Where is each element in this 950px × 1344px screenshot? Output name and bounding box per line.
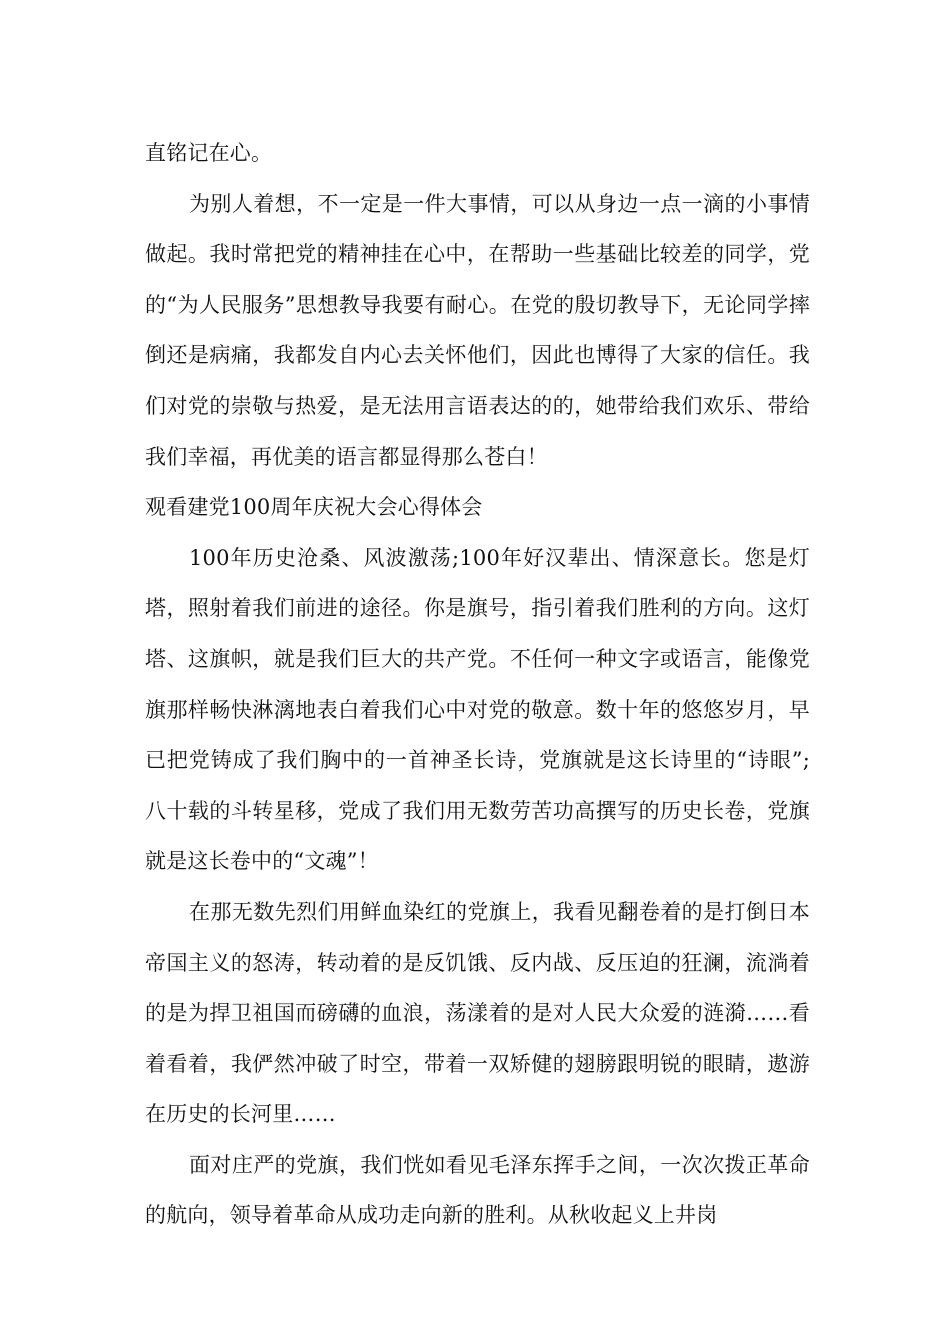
paragraph-considerate: 为别人着想，不一定是一件大事情，可以从身边一点一滴的小事情做起。我时常把党的精神挂在心中，在帮助一些基础比较差的同学，党的“为人民服务”思想教导我要有耐心。在党的殷切教导下，无论同学摔倒还是病痛，我都发自内心去关怀他们，因此也博得了大家的信任。我们对党的崇敬与热爱，是无法用言语表达的的，她带给我们欢乐、带给我们幸福，再优美的语言都显得那么苍白！ — [145, 191, 810, 469]
paragraph-continuation: 直铭记在心。 — [145, 141, 273, 165]
paragraph-party-flag: 在那无数先烈们用鲜血染红的党旗上，我看见翻卷着的是打倒日本帝国主义的怒涛，转动着的是反饥饿、反内战、反压迫的狂澜，流淌着的是为捍卫祖国而磅礴的血浪，荡漾着的是对人民大众爱的涟漪……看着看着，我俨然冲破了时空，带着一双矫健的翅膀跟明锐的眼睛，遨游在历史的长河里…… — [145, 899, 810, 1127]
section-heading: 观看建党100周年庆祝大会心得体会 — [145, 495, 483, 520]
paragraph-100-years: 100年历史沧桑、风波激荡;100年好汉辈出、情深意长。您是灯塔，照射着我们前进的途径。你是旗号，指引着我们胜利的方向。这灯塔、这旗帜，就是我们巨大的共产党。不任何一种文字或语言，能像党旗那样畅快淋漓地表白着我们心中对党的敬意。数十年的悠悠岁月，早已把党铸成了我们胸中的一首神圣长诗，党旗就是这长诗里的“诗眼”;八十载的斗转星移，党成了我们用无数劳苦功高撰写的历史长卷，党旗就是这长卷中的“文魂”！ — [145, 545, 810, 874]
paragraph-facing-flag: 面对庄严的党旗，我们恍如看见毛泽东挥手之间，一次次拨正革命的航向，领导着革命从成功走向新的胜利。从秋收起义上井岗 — [145, 1152, 810, 1228]
document-body — [145, 128, 810, 1241]
